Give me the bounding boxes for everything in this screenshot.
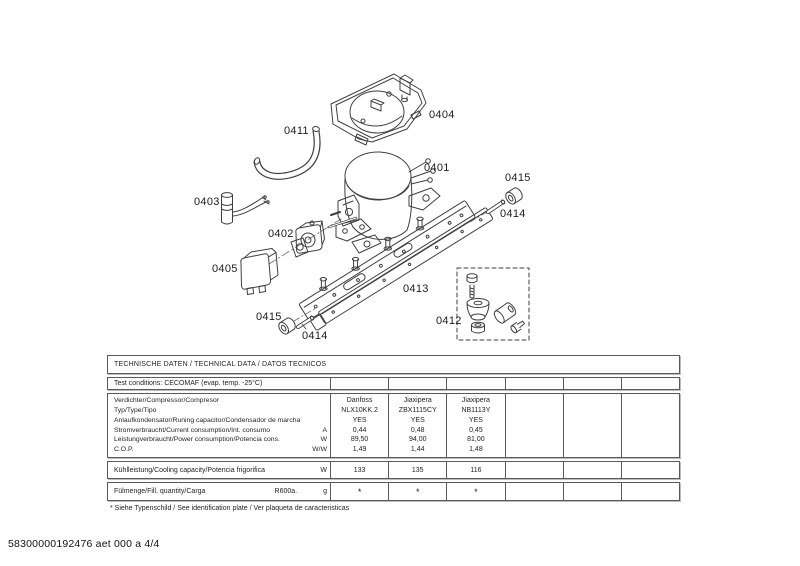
- part-0403-dryer: [222, 193, 270, 224]
- refrigerant-type: R600a.: [274, 488, 298, 495]
- spec-label-row: Stromverbraucht/Current consumption/Int. consumo A: [114, 426, 327, 434]
- test-conditions-empty-cell: [388, 378, 446, 389]
- callout-0404: 0404: [429, 109, 455, 121]
- part-0405-cover: [241, 249, 278, 295]
- compressor-column-jiaxipera-zbx: Jiaxipera ZBX1115CY YES 0,48 94,00 1,44: [388, 394, 446, 457]
- cooling-value-empty: [563, 462, 621, 478]
- cooling-capacity-label-cell: Kühlleistung/Cooling capacity/Potencia frigorifica W: [114, 466, 327, 474]
- fill-quantity-row: [107, 482, 680, 501]
- callout-0415-bottom: 0415: [256, 311, 282, 323]
- compressor-column-empty: [621, 394, 679, 457]
- cooling-value: 133: [330, 462, 388, 478]
- document-id: 58300000192476 aet 000 a 4/4: [8, 538, 160, 550]
- fill-value-empty: [563, 483, 621, 500]
- callout-0412: 0412: [436, 315, 462, 327]
- compressor-column-empty: [505, 394, 563, 457]
- spec-label-row: Typ/Type/Tipo: [114, 407, 157, 415]
- part-0404-drip-tray: [331, 74, 426, 145]
- identification-plate-footnote: * Siehe Typenschild / See identification plate / Ver plaqueta de caracteristicas: [110, 505, 350, 512]
- table-title-row: [107, 355, 680, 374]
- compressor-column-danfoss: Danfoss NLX10KK.2 YES 0,44 89,50 1,49: [330, 394, 388, 457]
- compressor-column-jiaxipera-nb: Jiaxipera NB1113Y YES 0,45 81,00 1,48: [446, 394, 504, 457]
- callout-0405: 0405: [212, 263, 238, 275]
- cooling-value-empty: [505, 462, 563, 478]
- test-conditions-row: [107, 377, 680, 390]
- callout-0413: 0413: [403, 283, 429, 295]
- fill-value-empty: [505, 483, 563, 500]
- spec-label-row: Anlaufkondensator/Runing capacitor/Condensador de marcha: [114, 416, 301, 424]
- cooling-capacity-row: [107, 461, 680, 479]
- part-0413-mounting-rail: [293, 183, 494, 331]
- callout-0402: 0402: [268, 228, 294, 240]
- compressor-spec-labels: [108, 394, 330, 457]
- spec-label-row: Leistungverbraucht/Power consumption/Potencia cons. W: [114, 436, 327, 444]
- test-conditions-empty-cell: [330, 378, 388, 389]
- part-0412-fastener-kit: [457, 268, 529, 340]
- cooling-value: 116: [446, 462, 504, 478]
- compressor-column-empty: [563, 394, 621, 457]
- part-0415-grommet-right: [504, 186, 524, 206]
- table-title: TECHNISCHE DATEN / TECHNICAL DATA / DATOS TECNICOS: [114, 361, 327, 368]
- fill-value: *: [388, 483, 446, 500]
- fill-value: *: [446, 483, 504, 500]
- callout-0414-right: 0414: [500, 208, 526, 220]
- spec-label-row: Verdichter/Compressor/Compresor: [114, 397, 220, 405]
- test-conditions-label: Test conditions: CECOMAF (evap. temp. -25°C): [114, 380, 263, 387]
- callout-0401: 0401: [424, 162, 450, 174]
- compressor-spec-block: [107, 393, 680, 458]
- callout-0403: 0403: [194, 196, 220, 208]
- callout-0415-right: 0415: [505, 172, 531, 184]
- spec-label-row: C.O.P. W/W: [114, 445, 327, 453]
- fill-value-empty: [621, 483, 679, 500]
- cooling-value-empty: [621, 462, 679, 478]
- test-conditions-empty-cell: [446, 378, 504, 389]
- cooling-value: 135: [388, 462, 446, 478]
- part-0414-pin-bottom: [298, 315, 314, 329]
- assembly-centerlines: [269, 212, 487, 321]
- test-conditions-empty-cell: [505, 378, 563, 389]
- callout-0414-bottom: 0414: [302, 330, 328, 342]
- test-conditions-empty-cell: [563, 378, 621, 389]
- part-0402-relay: [291, 221, 325, 257]
- fill-quantity-label-cell: Fülmenge/Fill. quantity/Carga R600a. g: [114, 488, 327, 495]
- callout-0411: 0411: [284, 125, 309, 137]
- test-conditions-empty-cell: [621, 378, 679, 389]
- fill-value: *: [330, 483, 388, 500]
